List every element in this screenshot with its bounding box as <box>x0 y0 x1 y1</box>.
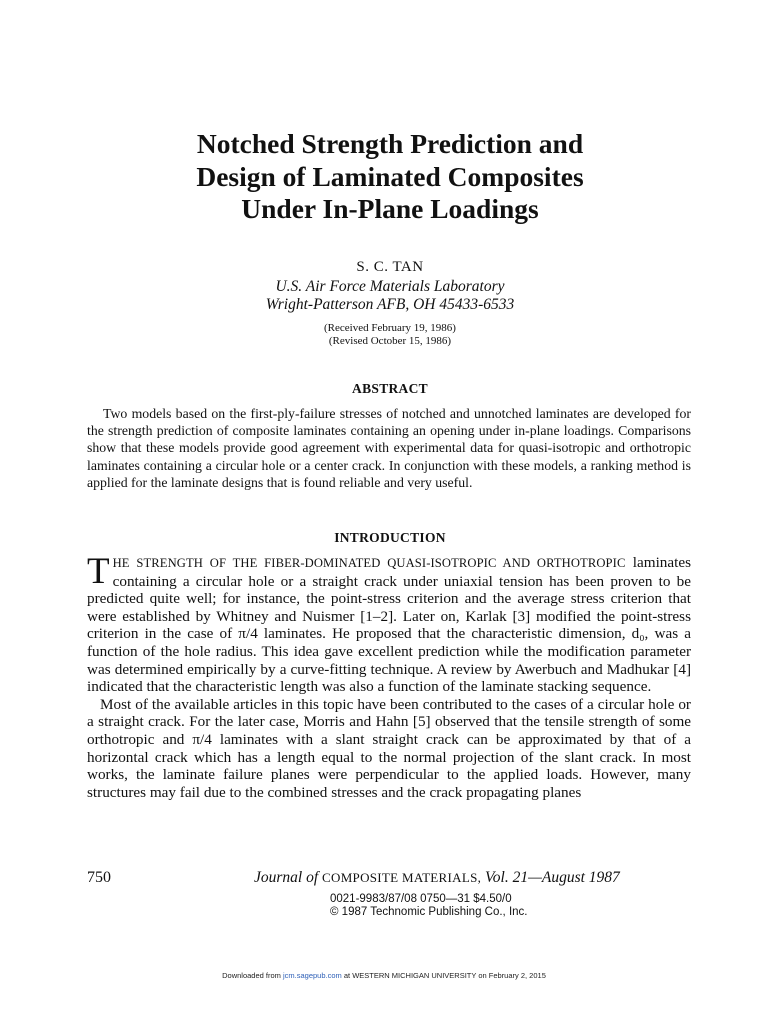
title-line-3: Under In-Plane Loadings <box>241 193 539 224</box>
journal-citation <box>254 869 620 887</box>
page-number: 750 <box>87 869 111 886</box>
issn-code: 0021-9983/87/08 0750—31 $4.50/0 <box>330 893 512 905</box>
title-line-2: Design of Laminated Composites <box>196 160 584 192</box>
author-affiliation <box>80 278 700 314</box>
source-link[interactable]: jcm.sagepub.com <box>282 971 342 980</box>
affiliation-line-1: U.S. Air Force Materials Laboratory <box>275 278 505 295</box>
introduction-paragraph-2: Most of the available articles in this topic have been contributed to the cases of a circular hole or a straight crack. For the later case, Morris and Hahn [5] observed that the tensile strength of some orthotropic and π/4 laminates with a slant straight crack can be approximated by that of a horizontal crack which has a length equal to the normal projection of the slant crack. In most works, the laminate failure planes were perpendicular to the applied loads. However, many structures may fail due to the combined stresses and the crack propagating planes <box>87 695 691 801</box>
journal-volume: Vol. 21—August 1987 <box>485 869 620 886</box>
drop-cap: T <box>87 551 110 592</box>
journal-of: Journal of <box>254 869 319 886</box>
introduction-heading: INTRODUCTION <box>334 530 446 545</box>
download-prefix: Downloaded from <box>222 971 281 980</box>
affiliation-line-2: Wright-Patterson AFB, OH 45433-6533 <box>265 296 515 313</box>
author-name: S. C. TAN <box>356 259 424 275</box>
download-notice <box>0 971 768 980</box>
journal-name: COMPOSITE MATERIALS, <box>322 870 482 885</box>
copyright-line: © 1987 Technomic Publishing Co., Inc. <box>330 906 528 918</box>
abstract-body <box>87 405 691 491</box>
introduction-paragraph-1 <box>87 551 691 696</box>
revised-date: (Revised October 15, 1986) <box>328 335 452 347</box>
publication-codes <box>330 893 527 919</box>
abstract-text: Two models based on the first-ply-failure stresses of notched and unnotched laminates are developed for the strength prediction of composite laminates containing an opening under in-plane loadings. Comparisons show that these models provide good agreement with experimental data for quasi-isotropic and orthotropic laminates containing a circular hole or a center crack. In conjunction with these models, a ranking method is applied for the laminate designs that is found reliable and very useful. <box>87 406 691 490</box>
title-line-1: Notched Strength Prediction and <box>196 128 584 159</box>
submission-dates <box>80 322 700 348</box>
download-suffix: at WESTERN MICHIGAN UNIVERSITY on February 2, 2015 <box>343 971 546 980</box>
paper-title <box>80 128 700 226</box>
paragraph-1-text: laminates containing a circular hole or a straight crack under uniaxial tension has been proven to be predicted quite well; for instance, the point-stress criterion and the average stress criterion that were established by Whitney and Nuismer [1–2]. Later on, Karlak [3] modified the point-stress criterion in the case of π/4 laminates. He proposed that the characteristic dimension, d₀, was a function of the hole radius. This idea gave excellent prediction while the modification parameter was determined empirically by a curve-fitting technique. A review by Awerbuch and Madhukar [4] indicated that the characteristic length was also a function of the laminate stacking sequence. <box>87 554 691 696</box>
abstract-heading: ABSTRACT <box>352 381 428 396</box>
introduction-body <box>87 551 691 801</box>
received-date: (Received February 19, 1986) <box>324 322 456 334</box>
lead-in-caps: HE STRENGTH OF THE FIBER-DOMINATED QUASI-ISOTROPIC AND ORTHOTROPIC <box>112 556 626 570</box>
